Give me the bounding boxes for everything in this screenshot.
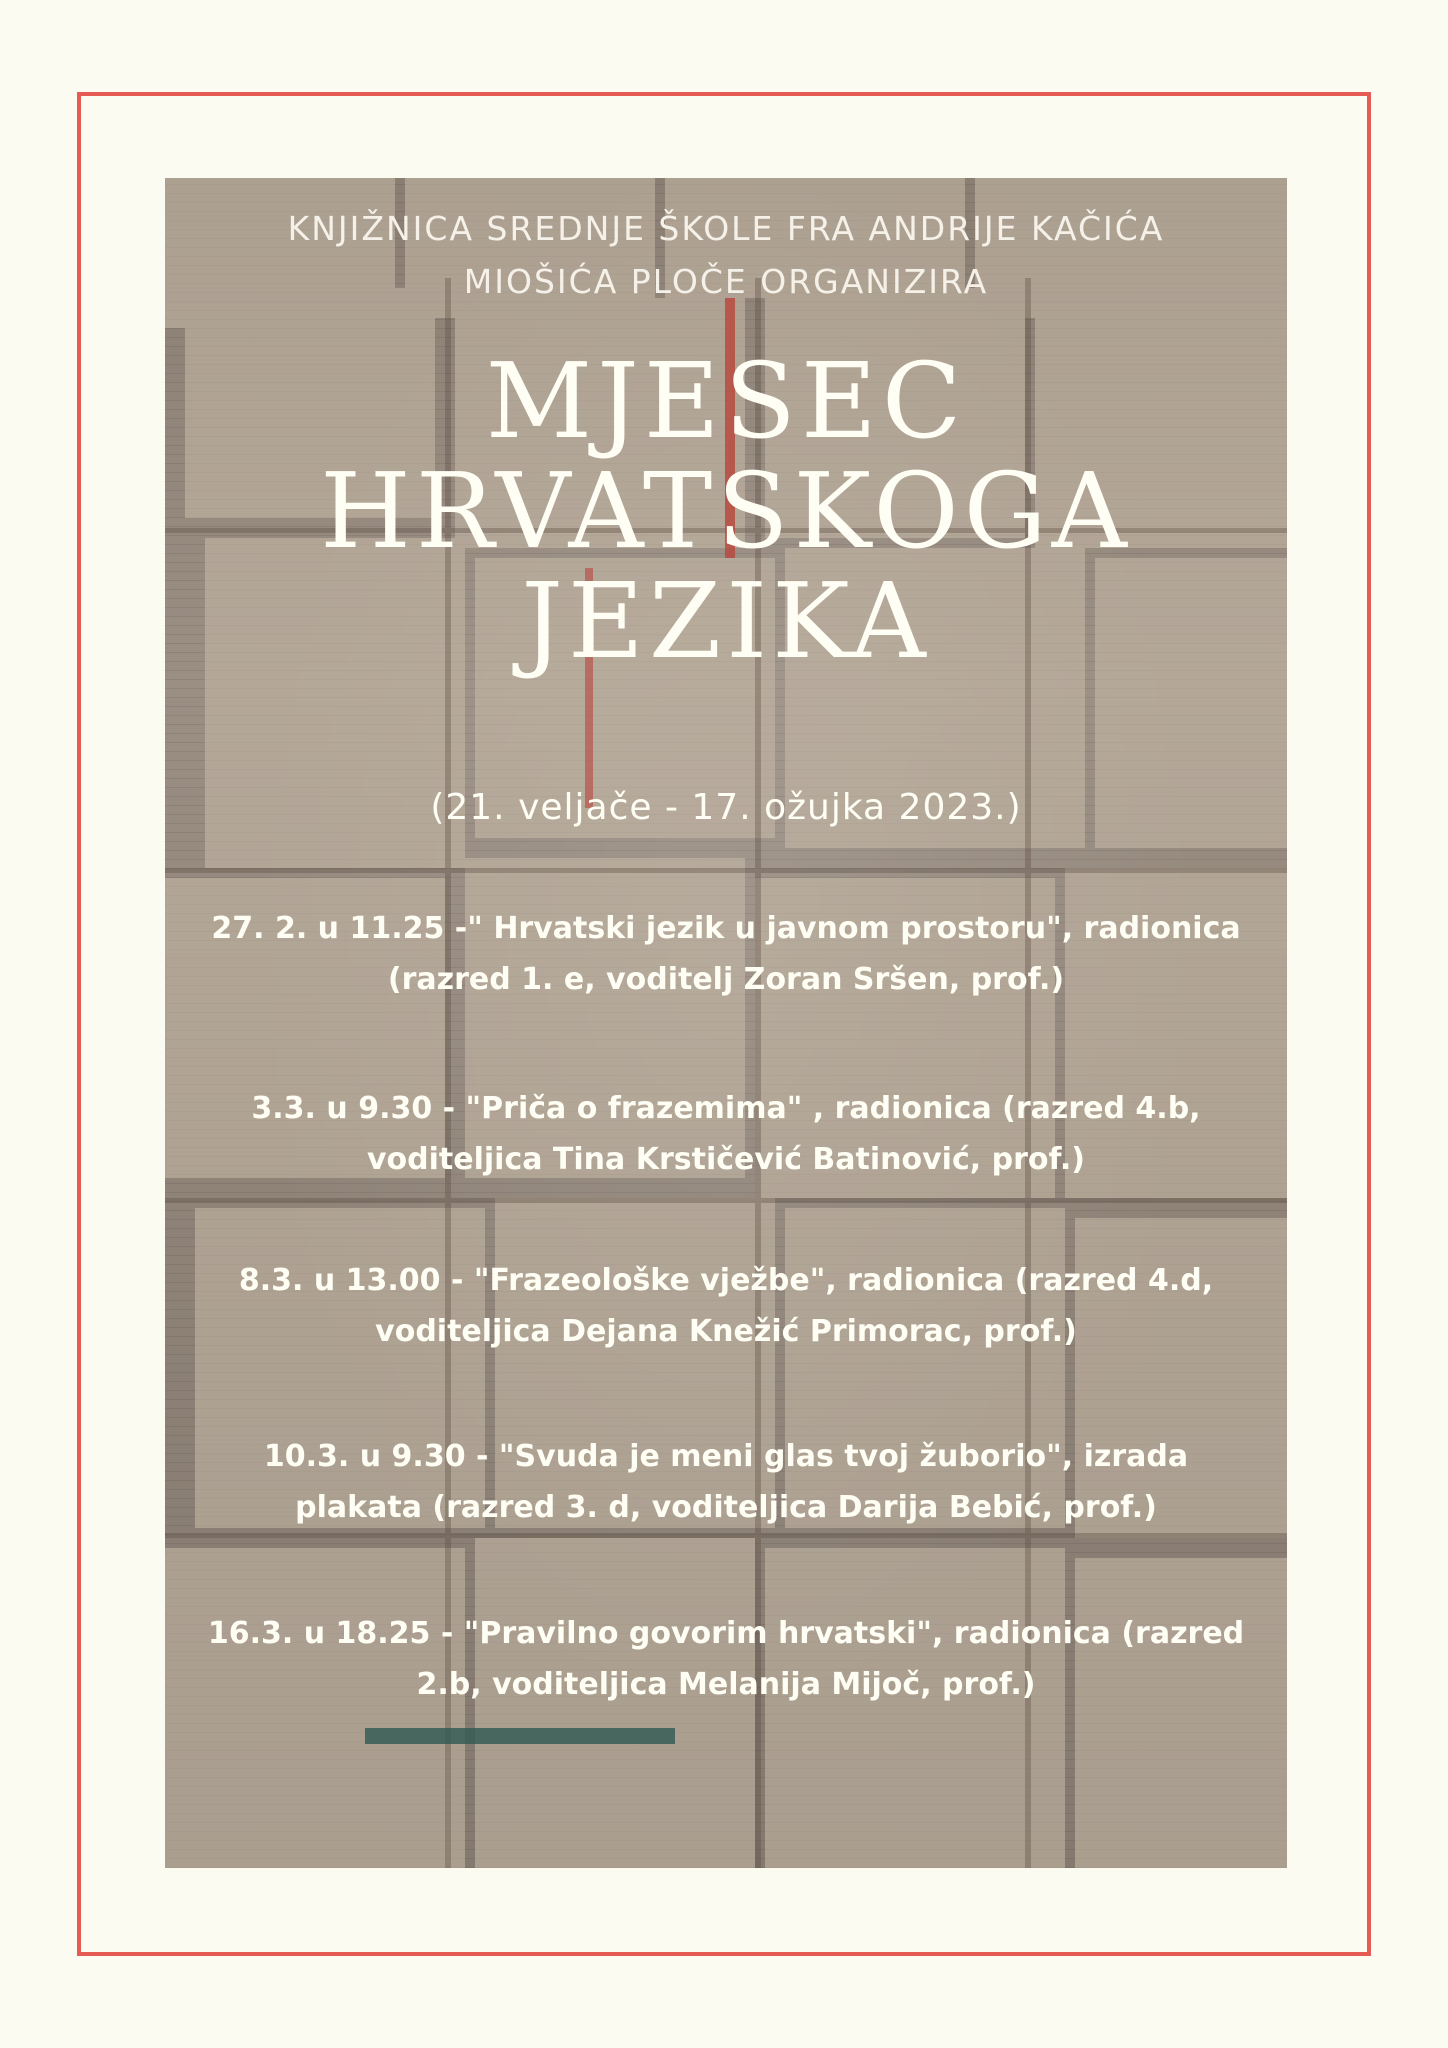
event-line-2: voditeljica Dejana Knežić Primorac, prof.) (375, 1314, 1077, 1349)
event-line-1: 8.3. u 13.00 - "Frazeološke vježbe", radionica (razred 4.d, (238, 1263, 1214, 1298)
event-line-2: voditeljica Tina Krstičević Batinović, prof.) (366, 1142, 1085, 1177)
title-line-1: MJESEC (485, 340, 967, 462)
poster-title (165, 340, 1287, 682)
event-line-1: 27. 2. u 11.25 -" Hrvatski jezik u javnom prostoru", radionica (211, 911, 1241, 946)
organizer-line-2: MIOŠIĆA PLOČE ORGANIZIRA (463, 262, 989, 301)
title-line-3: JEZIKA (521, 560, 931, 682)
poster-content (165, 178, 1287, 1868)
event-line-1: 3.3. u 9.30 - "Priča o frazemima" , radionica (razred 4.b, (251, 1091, 1201, 1126)
event-item (155, 903, 1297, 1005)
event-line-2: plakata (razred 3. d, voditeljica Darija Bebić, prof.) (295, 1490, 1157, 1525)
event-item (155, 1083, 1297, 1185)
event-line-2: 2.b, voditeljica Melanija Mijoč, prof.) (416, 1667, 1036, 1702)
organizer-line-1: KNJIŽNICA SREDNJE ŠKOLE FRA ANDRIJE KAČIĆA (287, 209, 1165, 248)
date-range: (21. veljače - 17. ožujka 2023.) (430, 787, 1022, 828)
event-line-1: 16.3. u 18.25 - "Pravilno govorim hrvatski", radionica (razred (207, 1616, 1245, 1651)
event-item (155, 1431, 1297, 1533)
organizer-heading (165, 202, 1287, 308)
event-item (155, 1255, 1297, 1357)
event-line-2: (razred 1. e, voditelj Zoran Sršen, prof.) (387, 962, 1065, 997)
title-line-2: HRVATSKOGA (320, 450, 1132, 572)
event-item (155, 1608, 1297, 1710)
event-line-1: 10.3. u 9.30 - "Svuda je meni glas tvoj žuborio", izrada (263, 1439, 1189, 1474)
